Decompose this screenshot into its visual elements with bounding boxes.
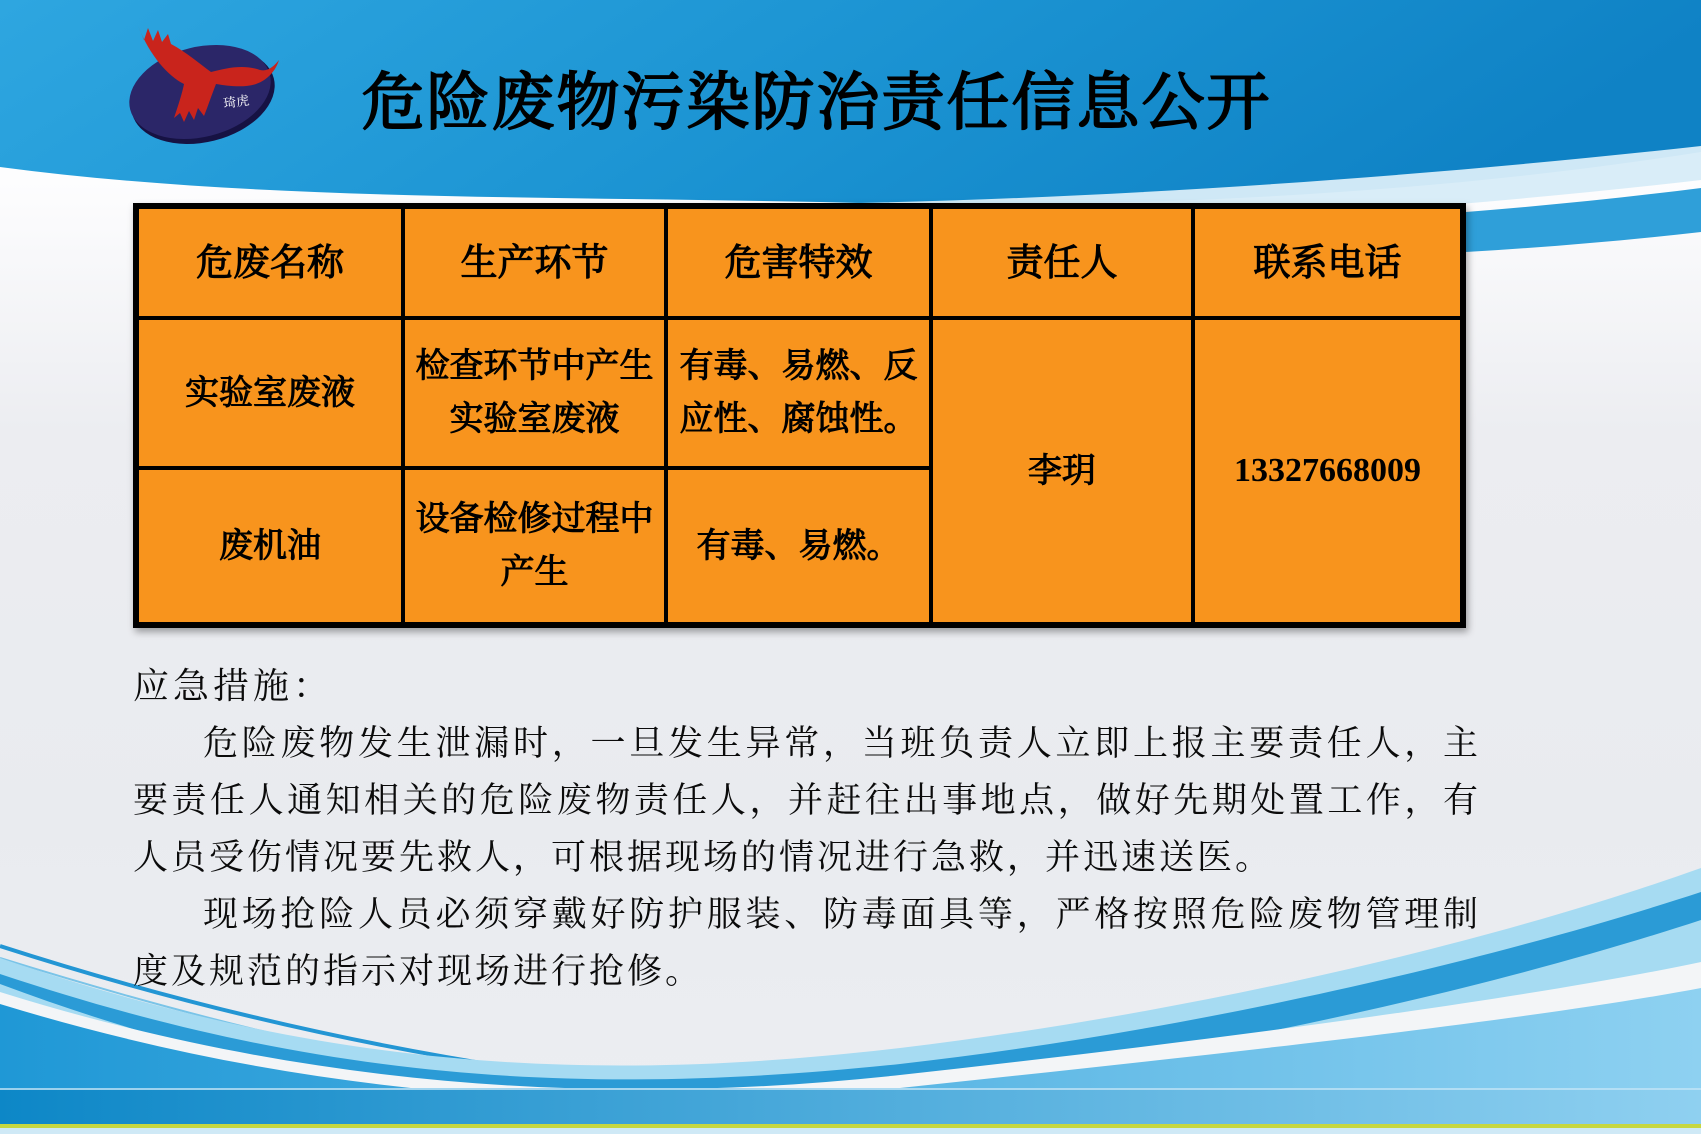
cell-hazard-effect: 有毒、易燃、反应性、腐蚀性。 xyxy=(666,318,931,468)
eagle-logo xyxy=(108,14,288,154)
page-title: 危险废物污染防治责任信息公开 xyxy=(361,68,1272,138)
header-hazard-effect: 危害特效 xyxy=(666,206,931,318)
header-responsible-person: 责任人 xyxy=(931,206,1193,318)
table-row xyxy=(136,318,1463,468)
cell-contact-phone: 13327668009 xyxy=(1193,318,1463,625)
cell-production-stage: 设备检修过程中产生 xyxy=(403,468,666,625)
cell-hazard-effect: 有毒、易燃。 xyxy=(666,468,931,625)
cell-responsible-person: 李玥 xyxy=(931,318,1193,625)
bottom-strip-pale-edge xyxy=(0,1128,1701,1134)
emergency-paragraph: 危险废物发生泄漏时，一旦发生异常，当班负责人立即上报主要责任人，主要责任人通知相关的危险废物责任人，并赶往出事地点，做好先期处置工作，有人员受伤情况要先救人，可根据现场的情况进行急救，并迅速送医。 xyxy=(133,724,1481,877)
bottom-strip-highlight xyxy=(0,1088,1701,1090)
bottom-strip xyxy=(0,1088,1701,1126)
header-contact-phone: 联系电话 xyxy=(1193,206,1463,318)
header-waste-name: 危废名称 xyxy=(136,206,403,318)
cell-production-stage: 检查环节中产生实验室废液 xyxy=(403,318,666,468)
emergency-heading: 应急措施： xyxy=(133,666,334,706)
emergency-paragraph: 现场抢险人员必须穿戴好防护服装、防毒面具等，严格按照危险废物管理制度及规范的指示对现场进行抢修。 xyxy=(133,895,1481,991)
hazardous-waste-table xyxy=(133,203,1466,628)
emergency-measures-section xyxy=(133,658,1481,1000)
logo-text: 琦虎 xyxy=(222,92,251,111)
cell-waste-name: 废机油 xyxy=(136,468,403,625)
header-production-stage: 生产环节 xyxy=(403,206,666,318)
table-header-row xyxy=(136,206,1463,318)
bottom-strip-yellow-line xyxy=(0,1124,1701,1128)
cell-waste-name: 实验室废液 xyxy=(136,318,403,468)
